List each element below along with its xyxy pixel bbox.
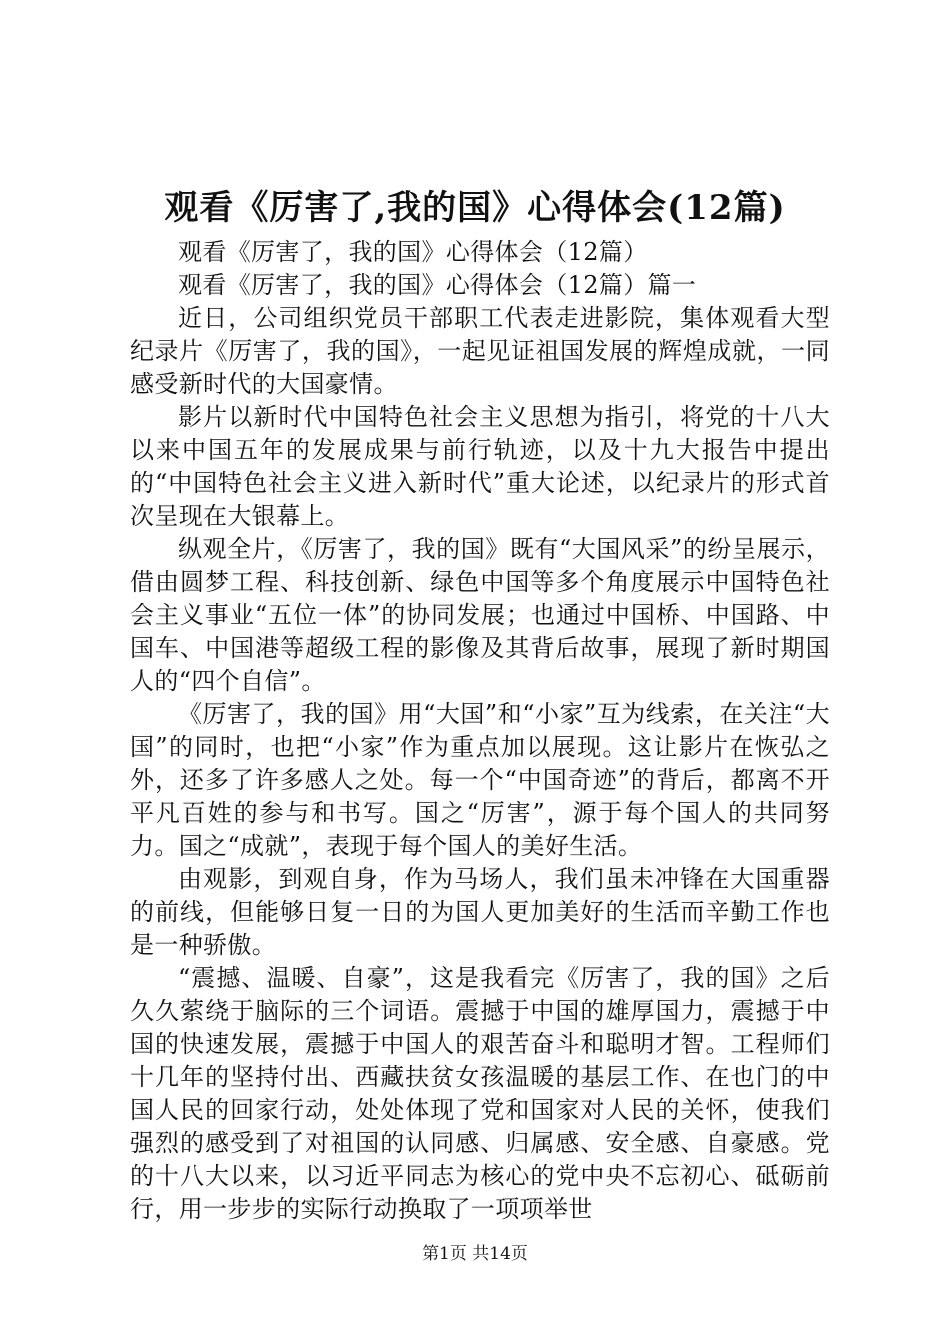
document-body — [130, 236, 830, 1226]
body-paragraph: 由观影，到观自身，作为马场人，我们虽未冲锋在大国重器的前线，但能够日复一日的为国人更加美好的生活而辛勤工作也是一种骄傲。 — [130, 865, 830, 959]
body-paragraph: 影片以新时代中国特色社会主义思想为指引，将党的十八大以来中国五年的发展成果与前行轨迹，以及十九大报告中提出的“中国特色社会主义进入新时代”重大论述，以纪录片的形式首次呈现在大银幕上。 — [130, 403, 830, 530]
body-paragraph: 《厉害了，我的国》用“大国”和“小家”互为线索，在关注“大国”的同时，也把“小家”作为重点加以展现。这让影片在恢弘之外，还多了许多感人之处。每一个“中国奇迹”的背后，都离不开平凡百姓的参与和书写。国之“厉害”，源于每个国人的共同努力。国之“成就”，表现于每个国人的美好生活。 — [130, 700, 830, 860]
body-paragraph: “震撼、温暖、自豪”，这是我看完《厉害了，我的国》之后久久萦绕于脑际的三个词语。震撼于中国的雄厚国力，震撼于中国的快速发展，震撼于中国人的艰苦奋斗和聪明才智。工程师们十几年的坚持付出、西藏扶贫女孩温暖的基层工作、在也门的中国人民的回家行动，处处体现了党和国家对人民的关怀，使我们强烈的感受到了对祖国的认同感、归属感、安全感、自豪感。党的十八大以来，以习近平同志为核心的党中央不忘初心、砥砺前行，用一步步的实际行动换取了一项项举世 — [130, 964, 830, 1223]
body-paragraph: 近日，公司组织党员干部职工代表走进影院，集体观看大型纪录片《厉害了，我的国》，一起见证祖国发展的辉煌成就，一同感受新时代的大国豪情。 — [130, 304, 830, 398]
section-heading: 观看《厉害了，我的国》心得体会（12篇）篇一 — [178, 271, 697, 299]
page-number-footer: 第1页 共14页 — [422, 1244, 528, 1264]
document-title: 观看《厉害了,我的国》心得体会(12篇) — [164, 188, 786, 228]
subtitle-line: 观看《厉害了，我的国》心得体会（12篇） — [178, 238, 648, 266]
body-paragraph: 纵观全片，《厉害了，我的国》既有“大国风采”的纷呈展示，借由圆梦工程、科技创新、绿色中国等多个角度展示中国特色社会主义事业“五位一体”的协同发展；也通过中国桥、中国路、中国车、中国港等超级工程的影像及其背后故事，展现了新时期国人的“四个自信”。 — [130, 535, 830, 695]
